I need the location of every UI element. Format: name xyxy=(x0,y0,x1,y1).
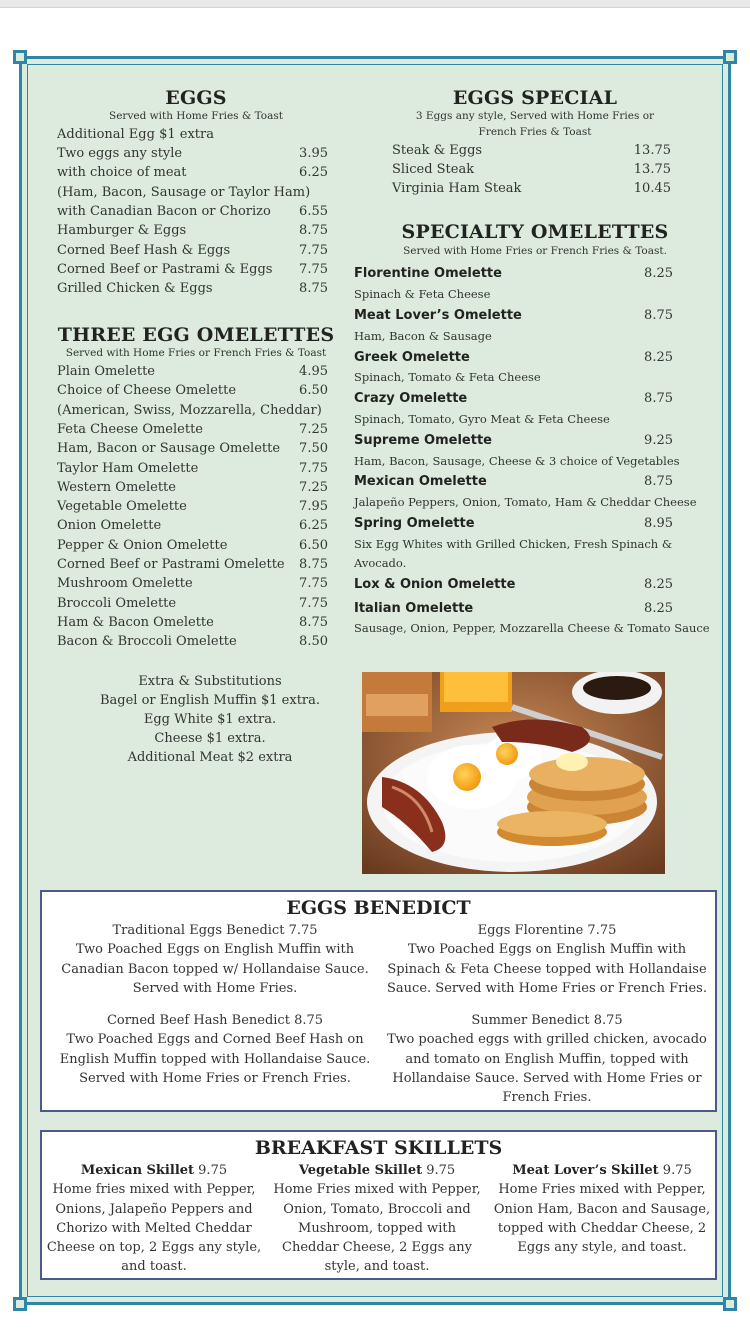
menu-item-price: 6.50 xyxy=(299,383,328,399)
menu-item xyxy=(57,403,328,418)
specialty-omelette-name: Italian Omelette xyxy=(354,601,474,616)
benedict-item-head: Eggs Florentine 7.75 xyxy=(477,923,617,938)
menu-item-name: Feta Cheese Omelette xyxy=(57,421,203,437)
menu-item-name: Choice of Cheese Omelette xyxy=(57,383,237,399)
specialty-omelette-price: 8.75 xyxy=(644,308,673,323)
benedict-item-body: Two Poached Eggs on English Muffin with Spinach & Feta Cheese topped with Hollandaise Sauce. Served with Home Fries or French Fries. xyxy=(387,942,707,996)
menu-item xyxy=(57,441,328,456)
eggs-note: Additional Egg $1 extra xyxy=(57,127,214,142)
menu-item xyxy=(57,596,328,611)
specialty-omelette-price: 8.75 xyxy=(644,391,673,406)
menu-item-name: Corned Beef Hash & Eggs xyxy=(57,242,231,258)
menu-item xyxy=(57,243,328,258)
menu-item xyxy=(57,634,328,649)
skillet-item xyxy=(268,1161,486,1277)
specialty-title: SPECIALTY OMELETTES xyxy=(401,221,669,243)
menu-item xyxy=(57,576,328,591)
menu-item-price: 8.50 xyxy=(299,634,328,650)
menu-item-name: Western Omelette xyxy=(57,479,176,495)
eggs-title: EGGS xyxy=(165,87,227,109)
menu-item-name: (American, Swiss, Mozzarella, Cheddar) xyxy=(57,402,322,418)
specialty-omelette-name: Supreme Omelette xyxy=(354,433,492,448)
menu-item-name: Taylor Ham Omelette xyxy=(57,460,199,476)
menu-item xyxy=(57,204,328,219)
menu-item-price: 7.75 xyxy=(299,460,328,476)
menu-item-price: 6.25 xyxy=(299,518,328,534)
menu-item-name: Broccoli Omelette xyxy=(57,595,177,611)
three-egg-subtitle: Served with Home Fries or French Fries & Toast xyxy=(65,347,327,359)
menu-item-price: 7.25 xyxy=(299,479,328,495)
specialty-omelette-description: Jalapeño Peppers, Onion, Tomato, Ham & Cheddar Cheese xyxy=(354,495,697,509)
menu-item-price: 7.75 xyxy=(299,242,328,258)
menu-item xyxy=(57,461,328,476)
specialty-omelette-name: Greek Omelette xyxy=(354,350,470,365)
skillet-name: Vegetable Skillet xyxy=(298,1163,423,1178)
specialty-omelette-name: Spring Omelette xyxy=(354,516,475,531)
benedict-item-body: Two Poached Eggs on English Muffin with Canadian Bacon topped w/ Hollandaise Sauce. Served with Home Fries. xyxy=(61,942,369,996)
menu-item-name: Vegetable Omelette xyxy=(57,499,187,515)
benedict-item-head: Corned Beef Hash Benedict 8.75 xyxy=(106,1013,324,1028)
menu-item xyxy=(57,383,328,398)
specialty-subtitle: Served with Home Fries or French Fries & Toast. xyxy=(403,245,667,257)
menu-item-name: (Ham, Bacon, Sausage or Taylor Ham) xyxy=(57,184,311,200)
specialty-omelette-name: Crazy Omelette xyxy=(354,391,468,406)
eggs-special-subtitle: French Fries & Toast xyxy=(478,126,592,138)
skillet-description: Home Fries mixed with Pepper, Onion Ham, Bacon and Sausage, topped with Cheddar Cheese, 2 Eggs any style, and toast. xyxy=(493,1182,711,1256)
three-egg-title: THREE EGG OMELETTES xyxy=(57,324,335,346)
menu-item xyxy=(57,223,328,238)
specialty-omelette-price: 8.25 xyxy=(644,266,673,281)
menu-item-name: with choice of meat xyxy=(57,165,187,181)
menu-item xyxy=(392,143,671,158)
corner-ornament xyxy=(723,50,737,64)
menu-item-price: 8.75 xyxy=(299,614,328,630)
menu-item-name: Steak & Eggs xyxy=(392,143,483,158)
menu-item-price: 13.75 xyxy=(633,143,671,158)
menu-item-price: 8.75 xyxy=(299,223,328,239)
menu-item-name: Ham & Bacon Omelette xyxy=(57,614,214,630)
extras-line: Egg White $1 extra. xyxy=(143,712,277,727)
menu-item-name: Onion Omelette xyxy=(57,518,162,534)
skillet-price: 9.75 xyxy=(194,1163,228,1178)
corner-ornament xyxy=(13,1297,27,1311)
menu-item-name: Corned Beef or Pastrami Omelette xyxy=(57,557,285,572)
menu-item xyxy=(57,480,328,495)
benedict-item-head: Traditional Eggs Benedict 7.75 xyxy=(112,923,318,938)
menu-item-name: Hamburger & Eggs xyxy=(57,223,187,239)
specialty-omelette-price: 8.25 xyxy=(644,601,673,616)
menu-item-name: Corned Beef or Pastrami & Eggs xyxy=(57,261,273,277)
menu-item xyxy=(57,185,328,200)
menu-item-price: 6.50 xyxy=(299,537,328,553)
eggs-special-subtitle: 3 Eggs any style, Served with Home Fries or xyxy=(415,110,655,122)
breakfast-image xyxy=(362,672,665,874)
benedict-item-head: Summer Benedict 8.75 xyxy=(471,1013,623,1028)
skillet-price: 9.75 xyxy=(422,1163,456,1178)
menu-item xyxy=(57,518,328,533)
benedict-item xyxy=(382,921,712,998)
extras-block xyxy=(60,672,360,767)
skillet-item xyxy=(492,1161,712,1257)
skillet-item xyxy=(44,1161,264,1277)
menu-item-price: 10.45 xyxy=(633,181,671,196)
skillets-title: BREAKFAST SKILLETS xyxy=(254,1137,503,1159)
menu-item xyxy=(57,262,328,277)
top-bar xyxy=(0,0,750,8)
menu-item-price: 7.75 xyxy=(299,261,328,277)
extras-line: Extra & Substitutions xyxy=(138,674,282,689)
menu-item-price: 7.75 xyxy=(299,595,328,611)
menu-item-name: Plain Omelette xyxy=(57,364,155,379)
benedict-item xyxy=(50,921,380,998)
eggs-special-title: EGGS SPECIAL xyxy=(452,87,618,109)
menu-item xyxy=(57,538,328,553)
specialty-omelette-price: 9.25 xyxy=(644,433,673,448)
menu-item-name: Mushroom Omelette xyxy=(57,576,193,592)
extras-line: Cheese $1 extra. xyxy=(154,731,266,746)
specialty-omelette-description: Ham, Bacon & Sausage xyxy=(354,329,492,343)
specialty-omelette-name: Lox & Onion Omelette xyxy=(354,577,516,592)
specialty-omelette-description: Spinach, Tomato, Gyro Meat & Feta Cheese xyxy=(354,412,610,426)
menu-item xyxy=(392,162,671,177)
menu-item xyxy=(57,422,328,437)
menu-item-price: 13.75 xyxy=(633,162,671,177)
menu-item-price: 7.75 xyxy=(299,576,328,592)
skillet-description: Home Fries mixed with Pepper, Onion, Tomato, Broccoli and Mushroom, topped with Cheddar Cheese, 2 Eggs any style, and toast. xyxy=(273,1182,481,1275)
eggs-benedict-box xyxy=(40,890,717,1112)
eggs-subtitle: Served with Home Fries & Toast xyxy=(109,110,283,122)
skillet-name: Meat Lover’s Skillet xyxy=(512,1163,659,1178)
menu-item xyxy=(57,557,328,572)
benedict-item xyxy=(50,1011,380,1088)
specialty-omelette-price: 8.75 xyxy=(644,474,673,489)
specialty-omelette-price: 8.95 xyxy=(644,516,673,531)
breakfast-skillets-box xyxy=(40,1130,717,1280)
menu-item xyxy=(57,364,328,379)
eggs-benedict-title: EGGS BENEDICT xyxy=(286,897,471,919)
menu-item-name: Grilled Chicken & Eggs xyxy=(57,281,213,297)
menu-item xyxy=(57,281,328,296)
menu-item-price: 7.25 xyxy=(299,421,328,437)
menu-item-price: 6.55 xyxy=(299,203,328,219)
specialty-omelette-name: Mexican Omelette xyxy=(354,474,487,489)
menu-item xyxy=(57,615,328,630)
specialty-omelette-description: Ham, Bacon, Sausage, Cheese & 3 choice of Vegetables xyxy=(354,454,680,468)
menu-item-price: 8.75 xyxy=(299,557,328,572)
specialty-omelette-description: Spinach, Tomato & Feta Cheese xyxy=(354,370,541,384)
menu-item-price: 8.75 xyxy=(299,281,328,297)
menu-item-price: 6.25 xyxy=(299,165,328,181)
menu-item-price: 7.50 xyxy=(299,441,328,457)
benedict-item-body: Two poached eggs with grilled chicken, avocado and tomato on English Muffin, topped with Hollandaise Sauce. Served with Home Fries or French Fries. xyxy=(387,1032,707,1106)
skillet-name: Mexican Skillet xyxy=(80,1163,195,1178)
extras-line: Additional Meat $2 extra xyxy=(127,750,293,765)
corner-ornament xyxy=(13,50,27,64)
menu-item-name: Ham, Bacon or Sausage Omelette xyxy=(57,441,281,457)
menu-item-name: Sliced Steak xyxy=(392,162,475,177)
skillet-description: Home fries mixed with Pepper, Onions, Jalapeño Peppers and Chorizo with Melted Cheddar Cheese on top, 2 Eggs any style, and toast. xyxy=(46,1182,262,1275)
specialty-omelette-description: Spinach & Feta Cheese xyxy=(354,287,491,301)
menu-item xyxy=(57,165,328,180)
corner-ornament xyxy=(723,1297,737,1311)
specialty-omelette-name: Florentine Omelette xyxy=(354,266,502,281)
specialty-omelette-description: Sausage, Onion, Pepper, Mozzarella Cheese & Tomato Sauce xyxy=(354,621,710,635)
extras-line: Bagel or English Muffin $1 extra. xyxy=(99,693,321,708)
menu-item-name: Two eggs any style xyxy=(57,146,183,161)
menu-item xyxy=(392,181,671,196)
specialty-omelette-price: 8.25 xyxy=(644,350,673,365)
benedict-item xyxy=(382,1011,712,1107)
menu-item-name: Virginia Ham Steak xyxy=(392,181,522,196)
menu-item-price: 4.95 xyxy=(299,364,328,379)
menu-item xyxy=(57,499,328,514)
breakfast-photo xyxy=(362,672,665,874)
menu-item xyxy=(57,146,328,161)
menu-item-price: 3.95 xyxy=(299,146,328,161)
menu-item-name: Bacon & Broccoli Omelette xyxy=(57,634,237,650)
skillet-price: 9.75 xyxy=(658,1163,692,1178)
specialty-omelette-name: Meat Lover’s Omelette xyxy=(354,308,522,323)
menu-item-name: Pepper & Onion Omelette xyxy=(57,537,228,553)
menu-item-name: with Canadian Bacon or Chorizo xyxy=(57,203,271,219)
specialty-omelette-description: Six Egg Whites with Grilled Chicken, Fresh Spinach & Avocado. xyxy=(354,537,673,570)
benedict-item-body: Two Poached Eggs and Corned Beef Hash on English Muffin topped with Hollandaise Sauce. Served with Home Fries or French Fries. xyxy=(59,1032,371,1086)
specialty-omelette-price: 8.25 xyxy=(644,577,673,592)
menu-item-price: 7.95 xyxy=(299,499,328,515)
